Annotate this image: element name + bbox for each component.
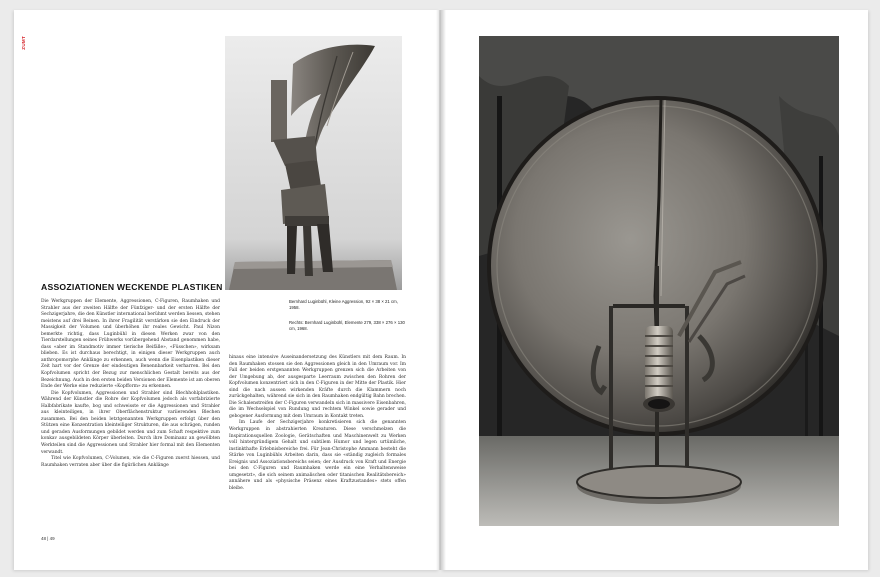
paragraph: Die Werkgruppen der Elemente, Aggressionen, C-Figuren, Raumhaken und Strahler aus der zweiten Hälfte der Fünfziger- und der ersten Hälfte der Sechzigerjahre, die den Künstler international berühmt werden liessen, stehen meistens auf drei Beinen. In ihrer Fragilität verstärken sie den Eindruck der Massigkeit der Volumen und überhöhen ihr reales Gewicht. Paul Nizon bemerkte richtig, dass Luginbühl in diesen Werken zwar von den Tierdarstellungen seines Frühwerks vorübergehend Abstand genommen habe, dass «aber im Standmotiv immer tierische Beifälle», «Füsschen», wirksam blieben. Es ist durchaus berechtigt, in einigen dieser Werkgruppen auch anthropomorphe Anklänge zu erkennen, auch wenn die Eisenplastiken dieser Zeit hart vor der Grenze der eindeutigen Benennbarkeit verharren. Bei den Kopfvolumen spricht der Bezug zur menschlichen Gestalt bereits aus der Bezeichnung. Auch in den ersten beiden Versionen der Elemente ist am oberen Ende der Werke eine reduzierte «Kopfform» zu erkennen.: [41, 299, 220, 390]
sculpture-photo: [225, 36, 402, 290]
text-column-1: [41, 299, 220, 469]
caption-left-photo: Bernhard Luginbühl, Kleine Aggression, 92 × 38 × 21 cm, 1958.: [289, 299, 398, 311]
page-gutter: [436, 10, 446, 570]
sculpture-photo-icon: [225, 36, 402, 290]
paragraph: Titel wie Kopfvolumen, C-Volumen, wie die C-Figuren zuerst hiessen, und Raumhaken verraten aber über die figürlichen Anklänge: [41, 456, 220, 468]
page-numbers: 48 | 49: [41, 536, 55, 541]
disc-sculpture-photo: [479, 36, 839, 526]
paragraph: Die Kopfvolumen, Aggressionen und Strahler sind Blechhohlplastiken. Während der Künstler die Rohre der Kopfvolumen jedoch als vorfabrizierte Halbfabrikate kaufte, bog und schweisste er die Aggressionen und Strahler aus kleinteiligen, in ihrer Oberflächenstruktur variierenden Blechen zusammen. Bei den beiden letztgenannten Werkgruppen erfolgt über den Stützen eine Konzentration kleinteiliger Strukturen, die aus schrägen, runden und geraden Ausformungen gebildet werden und zum Schaft respektive zum konkav ausgebildeten Körper überleiten. Durch ihre Dominanz an gewölbten Werkteilen sind die Aggressionen und Strahler hier formal mit den Elementen verwandt.: [41, 390, 220, 455]
disc-sculpture-photo-icon: [479, 36, 839, 526]
paragraph: hinaus eine intensive Auseinandersetzung des Künstlers mit dem Raum. In den Raumhaken stossen sie den Aggressionen gleich in den Umraum vor. Im Fall der beiden erstgenannten Werkgruppen grenzen sich die Arbeiten von der Umgebung ab, der ausgesparte Leerraum zwischen den Rohren der Kopfvolumen konzentriert sich in den C-Figuren in der Mitte der Plastik. Hier sind die nach aussen wirkenden Kräfte durch die Klammern noch zurückgehalten, während sie sich in den Raumhaken endgültig Bahn brechen. Die Schalenstreifen der C-Figuren verwandeln sich in massivere Eisenbahren, die im Wechselspiel von Rundung und rechtem Winkel sowie gerader und gebogener Ausformung mit dem Umraum in Kontakt treten.: [229, 355, 406, 419]
text-column-2: [229, 355, 406, 492]
section-label: ZUMT: [21, 36, 26, 50]
paragraph: Im Laufe der Sechzigerjahre konkretisieren sich die genannten Werkgruppen in abstrahierten Kreaturen. Diese verschmelzen die Inspirationsquellen Zoologie, Gerätschaften und Maschinenwelt zu Werken voll hintergründigem Gehalt und subtilem Humor und legen urtümliche, instinkthafte Erlebnisbereiche frei. Für Jean-Christophe Ammann besteht die Stärke von Luginbühls Arbeiten darin, dass sie «ständig zugleich formales Ereignis und Assoziationsbereichs seien; der Ausdruck von Kraft und Energie bei den C-Figuren und Raumhaken werde ein eine Verhaltensweise umgesetzt», die sich seinem animalischen oder titanischen Realitätsbereich» annähere und als «physische Präsenz eines Kraftzustandes» stets offen bleibe.: [229, 420, 406, 491]
article-heading: ASSOZIATIONEN WECKENDE PLASTIKEN: [41, 282, 223, 292]
caption-right-photo: Rechts: Bernhard Luginbühl, Elemente 279, 338 × 276 × 130 cm, 1968.: [289, 320, 405, 332]
